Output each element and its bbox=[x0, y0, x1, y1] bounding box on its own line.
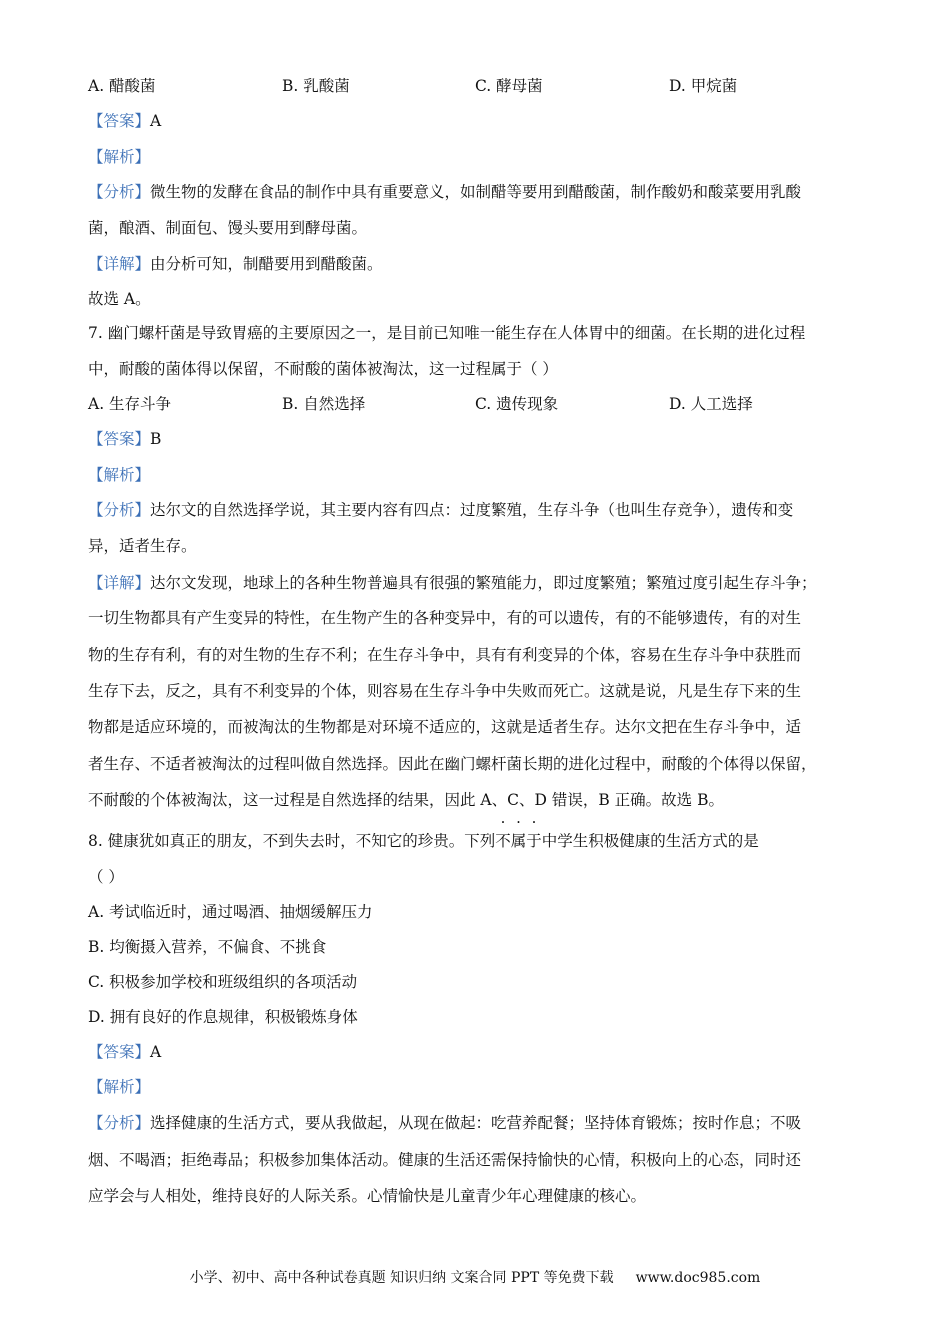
q8-answer bbox=[88, 1041, 878, 1063]
q7-option-a: A. 生存斗争 bbox=[88, 395, 172, 413]
answer-tag: 【答案】 bbox=[88, 112, 151, 130]
fenxi-text: 选择健康的生活方式，要从我做起，从现在做起：吃营养配餐；坚持体育锻炼；按时作息；不吸 bbox=[150, 1114, 802, 1132]
fenxi-text: 达尔文的自然选择学说，其主要内容有四点：过度繁殖，生存斗争（也叫生存竞争），遗传和变 bbox=[150, 501, 794, 519]
emphasis-char: 属 bbox=[510, 832, 527, 850]
q6-option-a: A. 醋酸菌 bbox=[88, 77, 156, 95]
q6-fenxi-line-2: 菌，酿酒、制面包、馒头要用到酵母菌。 bbox=[88, 219, 368, 237]
fenxi-tag: 【分析】 bbox=[88, 1114, 151, 1132]
xiangjie-tag: 【详解】 bbox=[88, 255, 151, 273]
q6-conclusion: 故选 A。 bbox=[88, 290, 151, 308]
q8-fenxi-line-3: 应学会与人相处，维持良好的人际关系。心情愉快是儿童青少年心理健康的核心。 bbox=[88, 1187, 647, 1205]
q7-option-d: D. 人工选择 bbox=[669, 395, 753, 413]
q7-xiangjie-line-4: 生存下去，反之，具有不利变异的个体，则容易在生存斗争中失败而死亡。这就是说，凡是生存下来的生 bbox=[88, 682, 802, 700]
analysis-tag: 【解析】 bbox=[88, 466, 151, 484]
answer-tag: 【答案】 bbox=[88, 1043, 151, 1061]
q7-analysis-heading bbox=[88, 464, 878, 486]
analysis-tag: 【解析】 bbox=[88, 1078, 151, 1096]
q8-stem-line-2: （ ） bbox=[88, 868, 124, 886]
q7-option-b: B. 自然选择 bbox=[282, 395, 366, 413]
q6-option-c: C. 酵母菌 bbox=[475, 77, 543, 95]
q7-xiangjie-line-3: 物的生存有利，有的对生物的生存不利；在生存斗争中，具有有利变异的个体，容易在生存斗争中获胜而 bbox=[88, 646, 802, 664]
answer-tag: 【答案】 bbox=[88, 430, 151, 448]
analysis-tag: 【解析】 bbox=[88, 148, 151, 166]
emphasis-char: 于 bbox=[526, 832, 542, 850]
xiangjie-text: 达尔文发现，地球上的各种生物普遍具有很强的繁殖能力，即过度繁殖；繁殖过度引起生存斗争； bbox=[150, 574, 817, 592]
q7-xiangjie-line-5: 物都是适应环境的，而被淘汰的生物都是对环境不适应的，这就是适者生存。达尔文把在生存斗争中，适 bbox=[88, 718, 802, 736]
fenxi-tag: 【分析】 bbox=[88, 501, 151, 519]
footer-link[interactable]: www.doc985.com bbox=[635, 1270, 761, 1286]
q6-fenxi-line-1 bbox=[88, 181, 878, 203]
footer-text: 小学、初中、高中各种试卷真题 知识归纳 文案合同 PPT 等免费下载 bbox=[189, 1270, 614, 1286]
q6-xiangjie-line-1 bbox=[88, 253, 878, 275]
q6-answer bbox=[88, 110, 878, 132]
xiangjie-text: 由分析可知，制醋要用到醋酸菌。 bbox=[150, 255, 383, 273]
q7-option-c: C. 遗传现象 bbox=[475, 395, 559, 413]
q7-stem-line-2: 中，耐酸的菌体得以保留，不耐酸的菌体被淘汰，这一过程属于（ ） bbox=[88, 360, 558, 378]
q8-analysis-heading bbox=[88, 1076, 878, 1098]
q7-fenxi-line-2: 异，适者生存。 bbox=[88, 537, 197, 555]
q8-stem-line-1 bbox=[88, 830, 878, 852]
q7-xiangjie-line-7: 不耐酸的个体被淘汰，这一过程是自然选择的结果，因此 A、C、D 错误，B 正确。故选 B。 bbox=[88, 791, 724, 809]
q7-fenxi-line-1 bbox=[88, 499, 878, 521]
q8-stem-pre: 8. 健康犹如真正的朋友，不到失去时，不知它的珍贵。下列 bbox=[88, 832, 496, 850]
emphasis-char: 不 bbox=[495, 832, 511, 850]
q6-analysis-heading bbox=[88, 146, 878, 168]
q8-stem-post: 中学生积极健康的生活方式的是 bbox=[541, 832, 759, 850]
xiangjie-tag: 【详解】 bbox=[88, 574, 151, 592]
page-footer bbox=[0, 1268, 950, 1288]
q7-stem-line-1: 7. 幽门螺杆菌是导致胃癌的主要原因之一，是目前已知唯一能生存在人体胃中的细菌。在长期的进化过程 bbox=[88, 324, 806, 342]
q7-xiangjie-line-1 bbox=[88, 572, 878, 594]
answer-value: B bbox=[150, 430, 162, 448]
q8-option-a: A. 考试临近时，通过喝酒、抽烟缓解压力 bbox=[88, 903, 373, 921]
q6-option-d: D. 甲烷菌 bbox=[669, 77, 738, 95]
q8-fenxi-line-2: 烟、不喝酒；拒绝毒品；积极参加集体活动。健康的生活还需保持愉快的心情，积极向上的心态，同时还 bbox=[88, 1151, 802, 1169]
q8-option-c: C. 积极参加学校和班级组织的各项活动 bbox=[88, 973, 358, 991]
q8-fenxi-line-1 bbox=[88, 1112, 878, 1134]
answer-value: A bbox=[150, 1043, 162, 1061]
q7-xiangjie-line-2: 一切生物都具有产生变异的特性，在生物产生的各种变异中，有的可以遗传，有的不能够遗传，有的对生 bbox=[88, 609, 802, 627]
fenxi-tag: 【分析】 bbox=[88, 183, 151, 201]
q8-option-b: B. 均衡摄入营养，不偏食、不挑食 bbox=[88, 938, 327, 956]
q7-answer bbox=[88, 428, 878, 450]
fenxi-text: 微生物的发酵在食品的制作中具有重要意义，如制醋等要用到醋酸菌，制作酸奶和酸菜要用乳酸 bbox=[150, 183, 802, 201]
answer-value: A bbox=[150, 112, 162, 130]
q7-xiangjie-line-6: 者生存、不适者被淘汰的过程叫做自然选择。因此在幽门螺杆菌长期的进化过程中，耐酸的个体得以保留， bbox=[88, 755, 817, 773]
q6-option-b: B. 乳酸菌 bbox=[282, 77, 350, 95]
q8-option-d: D. 拥有良好的作息规律，积极锻炼身体 bbox=[88, 1008, 358, 1026]
